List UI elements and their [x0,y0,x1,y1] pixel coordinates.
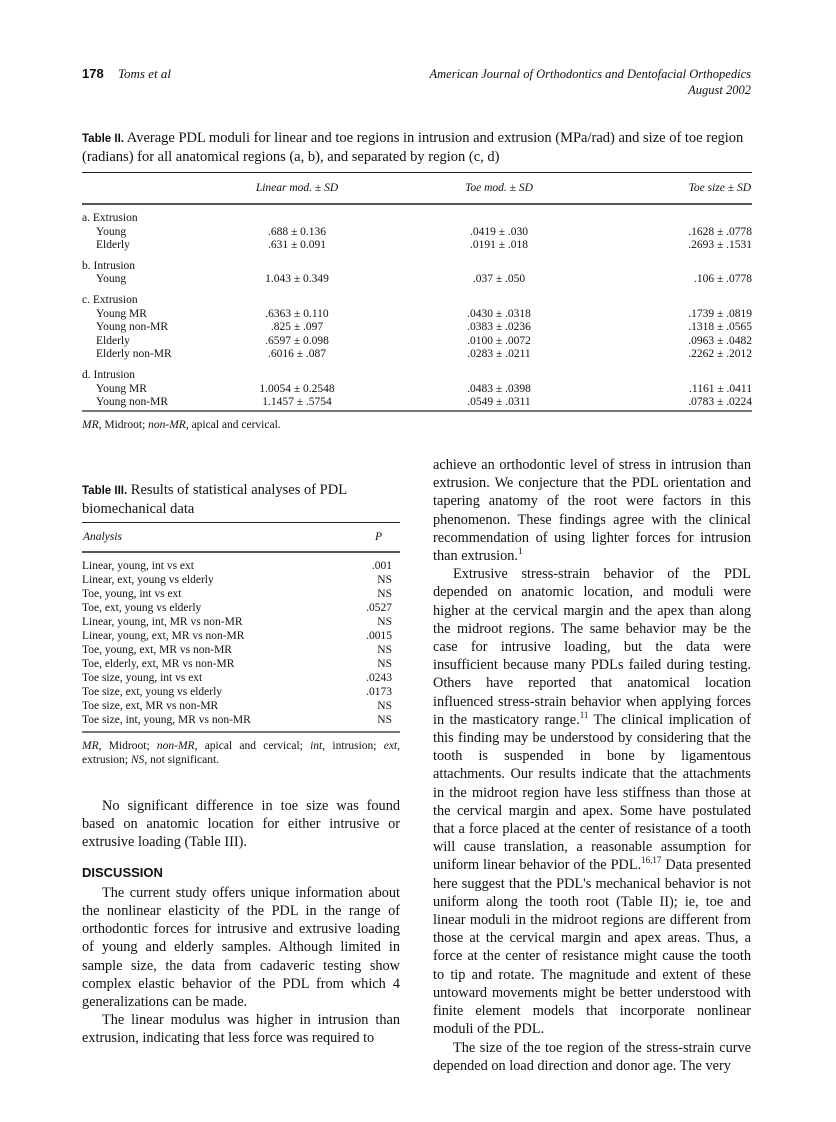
table-cell: .106 ± .0778 [693,273,752,286]
table-cell: NS [377,616,392,628]
table-row [82,226,752,240]
table2 [82,172,752,432]
table-cell: .0283 ± .0211 [467,348,531,361]
table-cell: Young MR [96,307,147,320]
table-cell: Toe, elderly, ext, MR vs non-MR [82,658,235,670]
table-row [82,552,400,573]
table-cell: .0483 ± .0398 [467,382,531,395]
table2-label: Table II. [82,133,124,145]
table-cell: .0430 ± .0318 [467,307,531,320]
table-cell: NS [377,644,392,656]
table3-label: Table III. [82,485,128,497]
table-cell: NS [377,574,392,586]
section-heading: DISCUSSION [82,864,163,880]
table-cell: .1628 ± .0778 [688,225,752,238]
table-cell: .2693 ± .1531 [688,239,752,252]
table-cell: 1.1457 ± .5754 [262,396,332,409]
table-cell: Elderly [96,239,130,252]
section-title: c. Extrusion [82,293,138,306]
table-cell: Young MR [96,382,147,395]
table-cell: Toe size, ext, MR vs non-MR [82,700,219,712]
table-cell: .1739 ± .0819 [688,307,752,320]
paragraph [433,456,751,565]
table3-caption-text: Results of statistical analyses of PDL biomechanical data [82,482,347,517]
running-journal [430,66,752,98]
journal-title: American Journal of Orthodontics and Dentofacial Orthopedics [429,67,751,81]
citation: 1 [517,546,523,557]
col-header: Toe size ± SD [600,173,752,205]
col-header [82,173,196,205]
table-cell: NS [377,588,392,600]
section-title: d. Intrusion [82,368,136,381]
table-cell: .688 ± 0.136 [267,225,327,238]
table-cell: .1161 ± .0411 [689,382,752,395]
table-row [82,321,752,335]
table-row [82,383,752,397]
citation: 16,17 [641,855,662,866]
right-column [433,456,751,1075]
running-authors: Toms et al [118,66,171,81]
table3-footnote: MR, Midroot; non-MR, apical and cervical; int, intrusion; ext, extrusion; NS, not significant. [82,740,400,766]
paragraph: The current study offers unique information about the nonlinear elasticity of the PDL in the range of orthodontic forces for intrusive and extrusive loading of young and elderly samples. Although limited in sample size, the data from cadaveric testing show complex elastic behavior of the PDL from which 4 generalizations can be made. [82,884,400,1011]
table-cell: Linear, young, int, MR vs non-MR [82,616,243,628]
table-cell: NS [377,714,392,726]
table-cell: .6363 ± 0.110 [265,307,329,320]
table-cell: Young non-MR [96,321,169,334]
table-cell: Young non-MR [96,396,169,409]
table-cell: .0173 [366,686,392,698]
table-cell: 1.043 ± 0.349 [265,273,329,286]
citation: 11 [579,710,589,721]
table-row [82,643,400,657]
text: The clinical implication of this finding may be understood by considering that the tooth is suspended in bone by ligamentous attachments. Our results indicate that the attachments in the midroot region have less stiffness than those at the cervical margin and apex. Some have postulated that a force placed at the center of resistance of a tooth will cause translation, a reasonable assumption for uniform linear behavior of the PDL. [433,711,751,874]
section-row [82,204,752,226]
table-row [82,671,400,685]
col-header: Analysis [82,523,347,553]
table-cell: Elderly [96,334,130,347]
table-cell: .001 [371,560,392,572]
table-cell: .825 ± .097 [270,321,324,334]
table3 [82,522,400,767]
table-cell: .0383 ± .0236 [467,321,531,334]
table-row [82,308,752,322]
table-row [82,587,400,601]
table-cell: NS [377,658,392,670]
table-row [82,348,752,362]
table-cell: .0963 ± .0482 [688,334,752,347]
section-title: a. Extrusion [82,212,138,224]
table-cell: Young [96,273,127,286]
section-title: b. Intrusion [82,259,136,272]
table-cell: .0100 ± .0072 [467,334,531,347]
left-column [82,797,400,1048]
table-cell: .6597 ± 0.098 [265,334,329,347]
table-cell: .037 ± .050 [472,273,526,286]
table2-caption-text: Average PDL moduli for linear and toe regions in intrusion and extrusion (MPa/rad) and size of toe region (radians) for all anatomical regions (a, b), and separated by region (c, d) [82,130,744,165]
text: Data presented here suggest that the PDL's mechanical behavior is not uniform along the tooth root (Table II); ie, toe and linear moduli in the midroot regions are different from those at the cervical margin and apex areas. Thus, a force at the center of resistance might cause the tooth to tip and rotate. The magnitude and extent of these untoward movements might be better understood with finite element models that incorporate nonlinear moduli of the PDL. [433,857,752,1038]
paragraph: The linear modulus was higher in intrusion than extrusion, indicating that less force was required to [82,1012,400,1047]
section-row [82,287,752,308]
table-row [82,239,752,253]
table-cell: Linear, ext, young vs elderly [82,574,214,586]
table-row [82,573,400,587]
table-cell: NS [377,700,392,712]
table-row [82,699,400,713]
table-cell: .0191 ± .018 [469,239,529,252]
table-cell: Linear, young, int vs ext [82,560,194,572]
table-cell: .0243 [366,672,392,684]
paragraph [433,565,751,1038]
table-cell: Elderly non-MR [96,348,172,361]
table-cell: Toe, young, ext, MR vs non-MR [82,644,232,656]
table-cell: .631 ± 0.091 [267,239,327,252]
table-cell: .2262 ± .2012 [688,348,752,361]
section-row [82,253,752,274]
table-cell: .1318 ± .0565 [688,321,752,334]
table-row [82,396,752,411]
text: Extrusive stress-strain behavior of the PDL depended on anatomic location, and moduli were higher at the cervical margin and the apex than along the midroot regions. The same behavior may be the case for intrusive loading, but the data were insufficient because many PDLs failed during testing. Others have reported that anatomical location influenced stress-strain behavior when applying forces in the masticatory range. [433,566,751,728]
col-header: Linear mod. ± SD [196,173,398,205]
table2-footnote: MR, Midroot; non-MR, apical and cervical. [82,418,281,431]
table-cell: .0549 ± .0311 [467,396,531,409]
table-row [82,335,752,349]
table-cell: Toe size, int, young, MR vs non-MR [82,714,251,726]
table-row [82,713,400,732]
table-cell: .0419 ± .030 [469,225,529,238]
table-row [82,273,752,287]
table-row [82,601,400,615]
table-row [82,615,400,629]
page-number: 178 [82,66,104,81]
table3-caption [82,481,382,518]
table-row [82,629,400,643]
table-cell: .0783 ± .0224 [688,396,752,409]
table2-caption [82,129,752,166]
table-cell: Toe size, ext, young vs elderly [82,686,223,698]
col-header: Toe mod. ± SD [398,173,600,205]
table-cell: Toe, ext, young vs elderly [82,602,202,614]
table-row [82,657,400,671]
journal-issue: August 2002 [688,83,751,97]
section-row [82,362,752,383]
table-cell: .6016 ± .087 [267,348,327,361]
table-cell: Linear, young, ext, MR vs non-MR [82,630,245,642]
paragraph: The size of the toe region of the stress-strain curve depended on load direction and donor age. The very [433,1039,751,1074]
paragraph: No significant difference in toe size was found based on anatomic location for either intrusive or extrusive loading (Table III). [82,798,400,851]
col-header: P [347,523,400,553]
table-cell: Young [96,225,127,238]
table-cell: .0527 [366,602,392,614]
text: achieve an orthodontic level of stress in intrusion than extrusion. We conjecture that the PDL orientation and tapering anatomy of the root were factors in this phenomenon. These findings agree with the clinical recommendation of using lighter forces for intrusion than extrusion. [433,457,751,565]
table-cell: 1.0054 ± 0.2548 [259,382,335,395]
table-row [82,685,400,699]
table-cell: .0015 [366,630,392,642]
table-cell: Toe, young, int vs ext [82,588,182,600]
table-cell: Toe size, young, int vs ext [82,672,203,684]
